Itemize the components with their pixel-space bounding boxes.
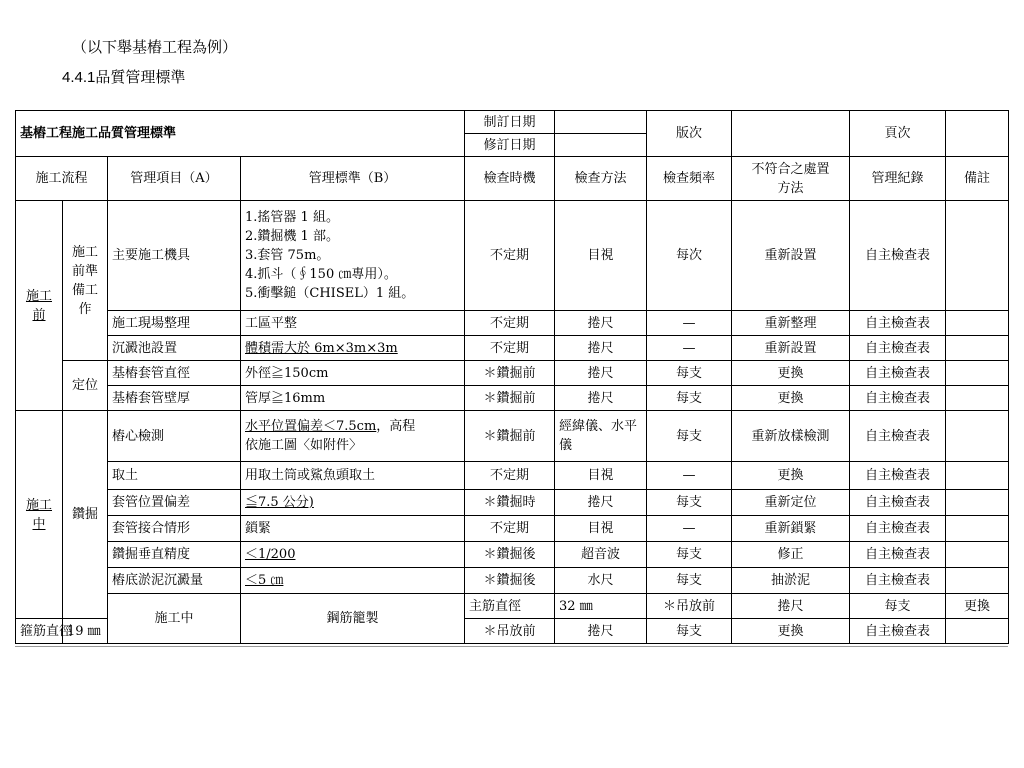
freq-cell: — <box>647 516 732 542</box>
std-cell: 19 ㎜ <box>63 619 108 644</box>
std-equipment-list <box>241 201 465 311</box>
version-label: 版次 <box>647 111 732 157</box>
freq-cell: 每支 <box>647 411 732 462</box>
date-made-label: 制訂日期 <box>465 111 555 134</box>
std-line: 3.套管 75m。 <box>245 248 330 263</box>
item-cell: 套管位置偏差 <box>108 490 241 516</box>
stage-during-rebar: 施工中 <box>108 594 241 644</box>
item-cell: 鑽掘垂直精度 <box>108 542 241 568</box>
item-cell: 基樁套管壁厚 <box>108 386 241 411</box>
std-cell: ≦7.5 公分) <box>241 490 465 516</box>
method-cell: 目視 <box>555 201 647 311</box>
timing-cell: 不定期 <box>465 201 555 311</box>
item-cell: 取土 <box>108 462 241 490</box>
std-cell: 體積需大於 6m×3m×3m <box>241 336 465 361</box>
timing-cell: ＊鑽掘時 <box>465 490 555 516</box>
record-cell: 自主檢查表 <box>850 311 946 336</box>
page-label: 頁次 <box>850 111 946 157</box>
timing-cell: ＊鑽掘前 <box>465 361 555 386</box>
record-cell: 自主檢查表 <box>850 361 946 386</box>
method-cell: 捲尺 <box>555 386 647 411</box>
std-cell: 用取土筒或鯊魚頭取土 <box>241 462 465 490</box>
sub-prep: 施工前準備工作 <box>63 201 108 361</box>
date-made-value <box>555 111 647 134</box>
fix-cell: 重新整理 <box>732 311 850 336</box>
note-cell <box>946 568 1009 594</box>
method-cell: 水尺 <box>555 568 647 594</box>
std-cell: ＜5 ㎝ <box>241 568 465 594</box>
section-heading <box>62 66 185 87</box>
record-cell: 自主檢查表 <box>850 619 946 644</box>
std-part: 依施工圖〈如附件〉 <box>245 438 363 453</box>
record-cell: 自主檢查表 <box>850 411 946 462</box>
fix-cell: 重新放樣檢測 <box>732 411 850 462</box>
timing-cell: ＊吊放前 <box>647 594 732 619</box>
header-frequency: 檢查頻率 <box>647 157 732 201</box>
std-cell: 管厚≧16mm <box>241 386 465 411</box>
timing-cell: ＊吊放前 <box>465 619 555 644</box>
header-note: 備註 <box>946 157 1009 201</box>
header-method: 檢查方法 <box>555 157 647 201</box>
quality-management-table <box>15 110 1009 644</box>
std-part: 水平位置偏差＜7.5cm <box>245 419 377 434</box>
std-part: ，高程 <box>376 419 416 434</box>
header-standard: 管理標準（B） <box>241 157 465 201</box>
table-row <box>16 542 1009 568</box>
header-nonconform: 不符合之處置方法 <box>732 157 850 201</box>
fix-cell: 重新設置 <box>732 201 850 311</box>
fix-cell: 重新鎖緊 <box>732 516 850 542</box>
item-cell: 箍筋直徑 <box>16 619 63 644</box>
item-cell: 樁心檢測 <box>108 411 241 462</box>
method-cell: 捲尺 <box>555 336 647 361</box>
fix-cell: 更換 <box>732 386 850 411</box>
record-cell: 自主檢查表 <box>850 490 946 516</box>
fix-cell: 抽淤泥 <box>732 568 850 594</box>
table-row <box>16 111 1009 134</box>
record-cell: 自主檢查表 <box>850 386 946 411</box>
freq-cell: 每支 <box>647 361 732 386</box>
note-cell <box>946 462 1009 490</box>
std-cell: 工區平整 <box>241 311 465 336</box>
freq-cell: 每支 <box>647 619 732 644</box>
note-cell <box>946 516 1009 542</box>
date-modified-value <box>555 134 647 157</box>
record-cell: 自主檢查表 <box>850 516 946 542</box>
freq-cell: — <box>647 462 732 490</box>
record-cell: 自主檢查表 <box>850 568 946 594</box>
freq-cell: 每支 <box>647 568 732 594</box>
header-item: 管理項目（A） <box>108 157 241 201</box>
method-cell: 捲尺 <box>555 619 647 644</box>
timing-cell: ＊鑽掘前 <box>465 411 555 462</box>
note-cell <box>946 619 1009 644</box>
header-row <box>16 157 1009 201</box>
method-cell: 目視 <box>555 516 647 542</box>
note-cell <box>946 490 1009 516</box>
item-cell: 主要施工機具 <box>108 201 241 311</box>
table-row <box>16 462 1009 490</box>
note-cell <box>946 411 1009 462</box>
record-cell: 自主檢查表 <box>850 201 946 311</box>
header-flow: 施工流程 <box>16 157 108 201</box>
intro-text: （以下舉基樁工程為例） <box>72 38 238 56</box>
method-cell: 捲尺 <box>555 361 647 386</box>
note-cell <box>946 386 1009 411</box>
std-line: 5.衝擊鎚（CHISEL）1 組。 <box>245 286 415 301</box>
freq-cell: 每支 <box>647 490 732 516</box>
table-row <box>16 311 1009 336</box>
freq-cell: 每支 <box>850 594 946 619</box>
timing-cell: 不定期 <box>465 336 555 361</box>
table-row <box>16 386 1009 411</box>
item-cell: 沉澱池設置 <box>108 336 241 361</box>
note-cell <box>946 336 1009 361</box>
timing-cell: ＊鑽掘後 <box>465 568 555 594</box>
item-cell: 套管接合情形 <box>108 516 241 542</box>
std-line: 2.鑽掘機 1 部。 <box>245 229 339 244</box>
fix-cell: 更換 <box>732 462 850 490</box>
item-cell: 基樁套管直徑 <box>108 361 241 386</box>
timing-cell: ＊鑽掘前 <box>465 386 555 411</box>
std-line: 1.搖管器 1 組。 <box>245 210 339 225</box>
page-value <box>946 111 1009 157</box>
sub-rebar: 鋼筋籠製 <box>241 594 465 644</box>
note-cell <box>946 361 1009 386</box>
table-row <box>16 361 1009 386</box>
fix-cell: 更換 <box>732 619 850 644</box>
header-record: 管理紀錄 <box>850 157 946 201</box>
freq-cell: — <box>647 311 732 336</box>
record-cell: 自主檢查表 <box>850 462 946 490</box>
method-cell: 經緯儀、水平儀 <box>555 411 647 462</box>
method-cell: 目視 <box>555 462 647 490</box>
item-cell: 施工現場整理 <box>108 311 241 336</box>
version-value <box>732 111 850 157</box>
timing-cell: 不定期 <box>465 311 555 336</box>
freq-cell: — <box>647 336 732 361</box>
fix-cell: 重新定位 <box>732 490 850 516</box>
std-cell: 外徑≧150cm <box>241 361 465 386</box>
method-cell: 捲尺 <box>555 490 647 516</box>
sub-drill: 鑽掘 <box>63 411 108 619</box>
fix-cell: 修正 <box>732 542 850 568</box>
table-title: 基樁工程施工品質管理標準 <box>16 111 465 157</box>
section-title: 品質管理標準 <box>95 68 186 86</box>
timing-cell: ＊鑽掘後 <box>465 542 555 568</box>
table-row <box>16 336 1009 361</box>
note-cell <box>946 201 1009 311</box>
note-cell <box>946 311 1009 336</box>
table-row <box>16 411 1009 462</box>
std-cell <box>241 411 465 462</box>
item-cell: 主筋直徑 <box>465 594 555 619</box>
freq-cell: 每支 <box>647 386 732 411</box>
table-row <box>16 201 1009 311</box>
record-cell: 自主檢查表 <box>850 542 946 568</box>
item-cell: 樁底淤泥沉澱量 <box>108 568 241 594</box>
timing-cell: 不定期 <box>465 516 555 542</box>
std-cell: 32 ㎜ <box>555 594 647 619</box>
table-row <box>16 568 1009 594</box>
page-rule <box>15 646 1008 647</box>
stage-during: 施工中 <box>16 411 63 619</box>
table-row <box>16 516 1009 542</box>
fix-cell: 更換 <box>732 361 850 386</box>
sub-position: 定位 <box>63 361 108 411</box>
method-cell: 捲尺 <box>732 594 850 619</box>
method-cell: 超音波 <box>555 542 647 568</box>
method-cell: 捲尺 <box>555 311 647 336</box>
freq-cell: 每支 <box>647 542 732 568</box>
fix-cell: 更換 <box>946 594 1009 619</box>
fix-cell: 重新設置 <box>732 336 850 361</box>
section-number: 4.4.1 <box>62 69 96 86</box>
record-cell: 自主檢查表 <box>850 336 946 361</box>
date-modified-label: 修訂日期 <box>465 134 555 157</box>
stage-before: 施工前 <box>16 201 63 411</box>
table-row <box>16 490 1009 516</box>
note-cell <box>946 542 1009 568</box>
table-row <box>16 594 1009 619</box>
header-timing: 檢查時機 <box>465 157 555 201</box>
std-line: 4.抓斗（∮150 ㎝專用）。 <box>245 267 397 282</box>
std-cell: ＜1/200 <box>241 542 465 568</box>
std-cell: 鎖緊 <box>241 516 465 542</box>
freq-cell: 每次 <box>647 201 732 311</box>
timing-cell: 不定期 <box>465 462 555 490</box>
